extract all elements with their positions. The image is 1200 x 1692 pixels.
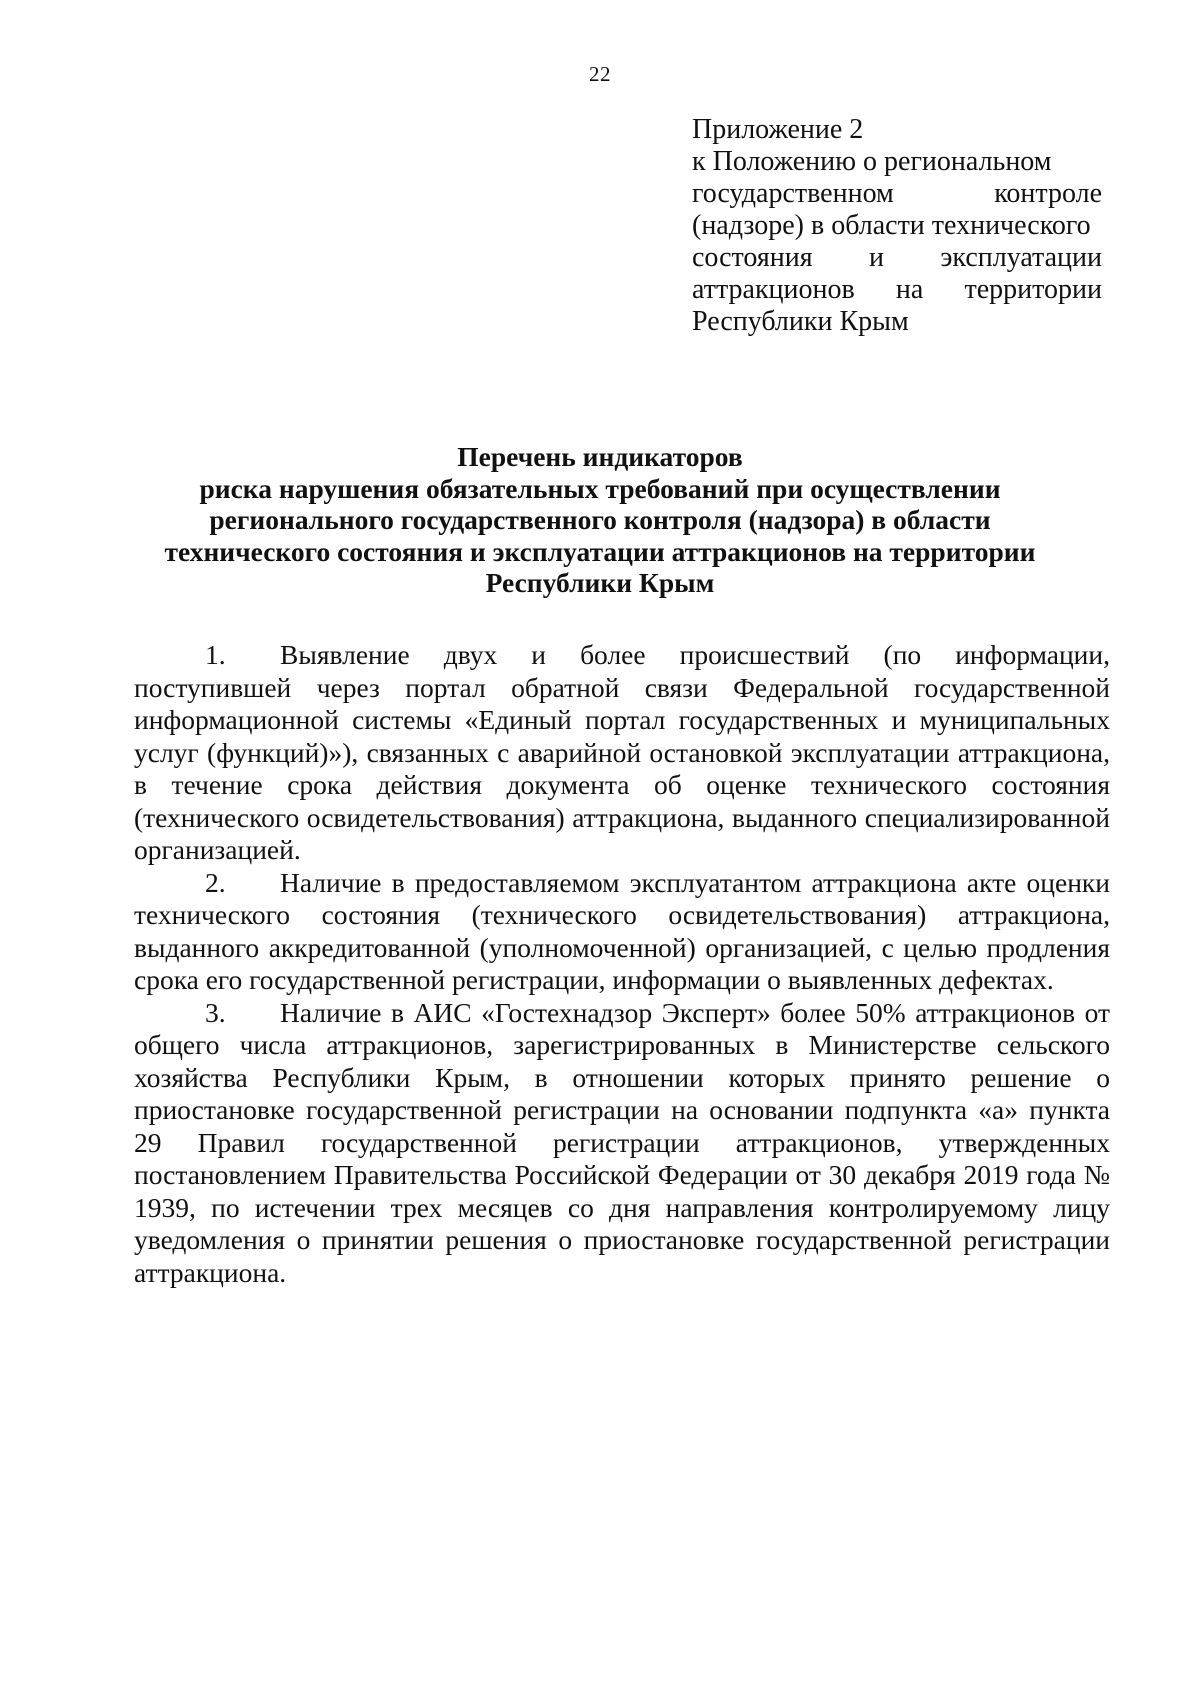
- appendix-line: [692, 306, 1102, 338]
- appendix-line: [692, 242, 1102, 274]
- document-title: [120, 441, 1080, 599]
- appendix-word: состояния: [692, 242, 813, 273]
- appendix-line: [692, 210, 1102, 242]
- appendix-block: [692, 114, 1102, 338]
- title-line: технического состояния и эксплуатации аттракционов на территории: [164, 535, 1036, 567]
- appendix-line: [692, 274, 1102, 306]
- page-number: 22: [589, 62, 611, 86]
- appendix-word: аттракционов: [692, 274, 855, 305]
- indicator-number: 1.: [205, 639, 226, 670]
- indicator-number: 3.: [205, 996, 226, 1028]
- appendix-line: [692, 114, 1102, 146]
- appendix-line: [692, 146, 1102, 178]
- indicator-text: Наличие в АИС «Гостехнадзор Эксперт» более 50% аттракционов от общего числа аттракционов, зарегистрированных в Министерстве сельского хозяйства Республики Крым, в отношении которых принято решение о приостановке государственной регистрации на основании подпункта «а» пункта 29 Правил государственной регистрации аттракционов, утвержденных постановлением Правительства Российской Федерации от 30 декабря 2019 года № 1939, по истечении трех месяцев со дня направления контролируемому лицу уведомления о принятии решения о приостановке государственной регистрации аттракциона.: [134, 996, 1110, 1288]
- appendix-word: территории: [964, 274, 1102, 305]
- indicator-number: 2.: [205, 866, 226, 898]
- appendix-text: к Положению о региональном: [692, 146, 1052, 177]
- appendix-word: на: [895, 274, 924, 305]
- title-line: Перечень индикаторов: [457, 441, 743, 472]
- appendix-text: Республики Крым: [692, 306, 909, 337]
- indicator-text: Наличие в предоставляемом эксплуатантом аттракциона акте оценки технического состояния (технического освидетельствования) аттракциона, выданного аккредитованной (уполномоченной) организацией, с целью продления срока его государственной регистрации, информации о выявленных дефектах.: [134, 866, 1110, 995]
- appendix-line: [692, 178, 1102, 210]
- title-line: риска нарушения обязательных требований при осуществлении: [199, 472, 1001, 504]
- title-line: Республики Крым: [485, 567, 715, 598]
- appendix-word: эксплуатации: [940, 242, 1102, 273]
- indicator-text: Выявление двух и более происшествий (по информации, поступившей через портал обратной связи Федеральной государственной информационной системы «Единый портал государственных и муниципальных услуг (функций)»), связанных с аварийной остановкой эксплуатации аттракциона, в течение срока действия документа об оценке технического состояния (технического освидетельствования) аттракциона, выданного специализированной организацией.: [134, 639, 1110, 865]
- indicator-item: [134, 867, 1110, 997]
- appendix-word: и: [869, 242, 884, 273]
- appendix-word: государственном: [692, 178, 894, 209]
- appendix-text: (надзоре) в области технического: [692, 210, 1091, 241]
- title-line: регионального государственного контроля (надзора) в области: [209, 504, 991, 535]
- appendix-text: Приложение 2: [692, 114, 864, 145]
- indicator-item: [134, 997, 1110, 1290]
- appendix-word: контроле: [994, 178, 1102, 209]
- indicator-item: [134, 639, 1110, 867]
- indicator-list: [134, 639, 1110, 1289]
